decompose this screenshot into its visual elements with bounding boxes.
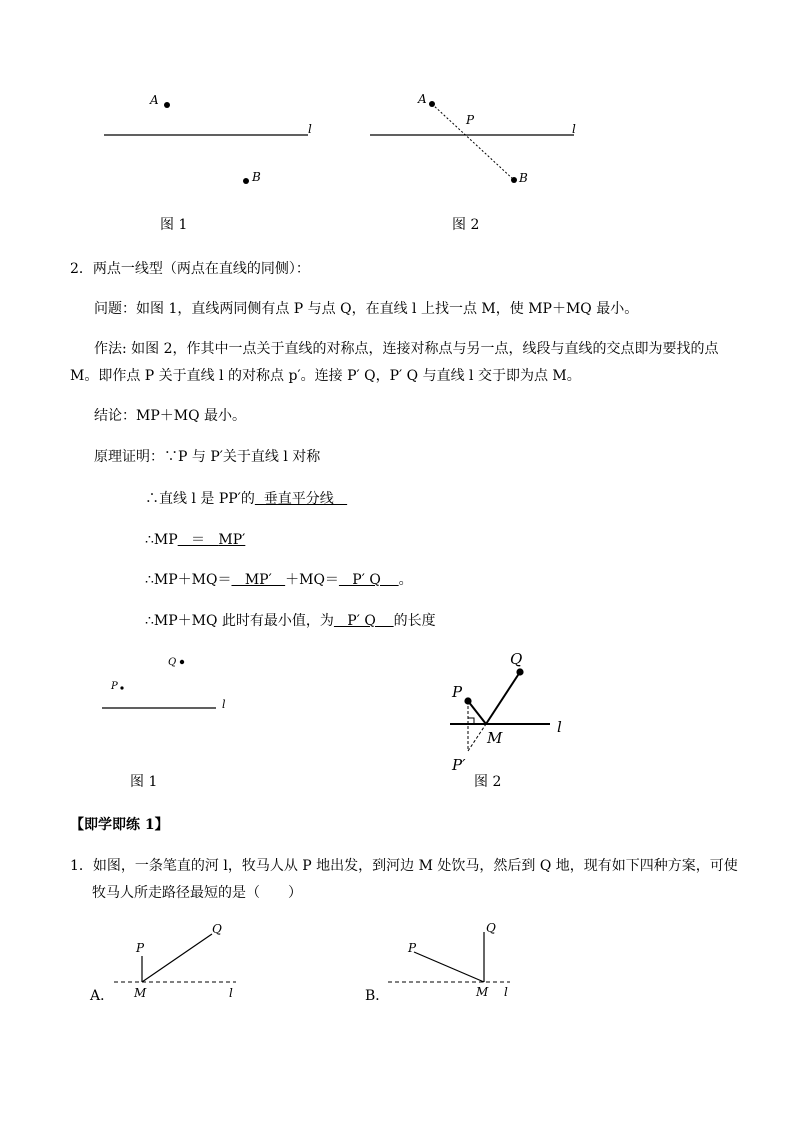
line-label-l: l bbox=[229, 986, 233, 1000]
option-a-figure[interactable] bbox=[112, 922, 262, 1002]
top-figure-1 bbox=[100, 88, 320, 198]
proof-3-blank-1: MP′ bbox=[231, 572, 286, 588]
proof-3-blank-2: P′ Q bbox=[338, 572, 399, 588]
point-label-p: P bbox=[136, 941, 145, 955]
section-heading: 2．两点一线型（两点在直线的同侧）： bbox=[70, 261, 310, 277]
line-label-l: l bbox=[222, 698, 226, 711]
proof-2-blank: ＝ bbox=[177, 532, 219, 548]
point-label-a: A bbox=[150, 93, 159, 107]
point-label-b: B bbox=[519, 171, 528, 185]
top-figure-2 bbox=[366, 88, 596, 198]
top-figure-2-caption: 图 2 bbox=[452, 217, 480, 233]
point-label-p-prime: P′ bbox=[452, 756, 466, 774]
mid-figure-2-caption: 图 2 bbox=[474, 774, 502, 790]
mid-figure-2 bbox=[446, 648, 606, 778]
method-text-line2: M。即作点 P 关于直线 l 的对称点 p′。连接 P′ Q，P′ Q 与直线 l 交于即为点 M。 bbox=[70, 368, 581, 384]
proof-line-4 bbox=[145, 610, 436, 630]
point-label-q: Q bbox=[510, 650, 523, 668]
line-label-l: l bbox=[572, 122, 576, 136]
proof-3-prefix: ∴MP＋MQ＝ bbox=[145, 572, 232, 588]
proof-3-suffix: 。 bbox=[398, 572, 413, 588]
point-label-q: Q bbox=[212, 922, 222, 936]
question-1-line1: 1．如图，一条笔直的河 l，牧马人从 P 地出发，到河边 M 处饮马，然后到 Q 地，现有如下四种方案，可使 bbox=[70, 858, 738, 874]
point-label-b: B bbox=[252, 170, 261, 184]
proof-1-prefix: ∴直线 l 是 PP′的 bbox=[145, 491, 255, 507]
proof-2-prefix: ∴MP bbox=[145, 532, 178, 548]
proof-line-3 bbox=[145, 569, 413, 589]
practice-heading: 【即学即练 1】 bbox=[70, 817, 169, 833]
problem-text: 问题：如图 1，直线两同侧有点 P 与点 Q，在直线 l 上找一点 M，使 MP＋MQ 最小。 bbox=[94, 301, 639, 317]
conclusion-text: 结论：MP＋MQ 最小。 bbox=[94, 408, 247, 424]
line-label-l: l bbox=[557, 718, 562, 736]
proof-title: 原理证明：∵P 与 P′关于直线 l 对称 bbox=[94, 449, 321, 465]
proof-line-2 bbox=[145, 529, 245, 549]
point-label-p: P bbox=[111, 681, 118, 692]
line-label-l: l bbox=[504, 985, 508, 999]
point-label-m: M bbox=[487, 729, 503, 747]
point-label-q: Q bbox=[168, 657, 177, 668]
option-b-label[interactable]: B． bbox=[365, 988, 390, 1004]
proof-4-blank: P′ Q bbox=[333, 613, 394, 629]
point-label-a: A bbox=[418, 92, 427, 106]
point-label-p: P bbox=[466, 113, 475, 127]
proof-2-suffix: MP′ bbox=[218, 532, 246, 548]
mid-figure-1 bbox=[100, 650, 260, 720]
option-b-figure[interactable] bbox=[386, 922, 536, 1002]
proof-1-blank: 垂直平分线 bbox=[254, 491, 348, 507]
top-figure-1-caption: 图 1 bbox=[160, 217, 188, 233]
point-label-m: M bbox=[134, 986, 147, 1000]
point-label-q: Q bbox=[486, 921, 496, 935]
question-1-line2: 牧马人所走路径最短的是（ ） bbox=[92, 885, 302, 901]
proof-4-suffix: 的长度 bbox=[393, 613, 436, 629]
option-a-label[interactable]: A． bbox=[90, 988, 115, 1004]
proof-line-1 bbox=[145, 488, 347, 508]
proof-3-mid: ＋MQ＝ bbox=[285, 572, 339, 588]
line-label-l: l bbox=[308, 122, 312, 136]
point-label-m: M bbox=[476, 985, 489, 999]
proof-4-prefix: ∴MP＋MQ 此时有最小值，为 bbox=[145, 613, 334, 629]
point-label-p: P bbox=[452, 683, 463, 701]
point-label-p: P bbox=[408, 941, 417, 955]
method-text-line1: 作法: 如图 2，作其中一点关于直线的对称点，连接对称点与另一点，线段与直线的交点即为要找的点 bbox=[94, 341, 719, 357]
mid-figure-1-caption: 图 1 bbox=[130, 774, 158, 790]
